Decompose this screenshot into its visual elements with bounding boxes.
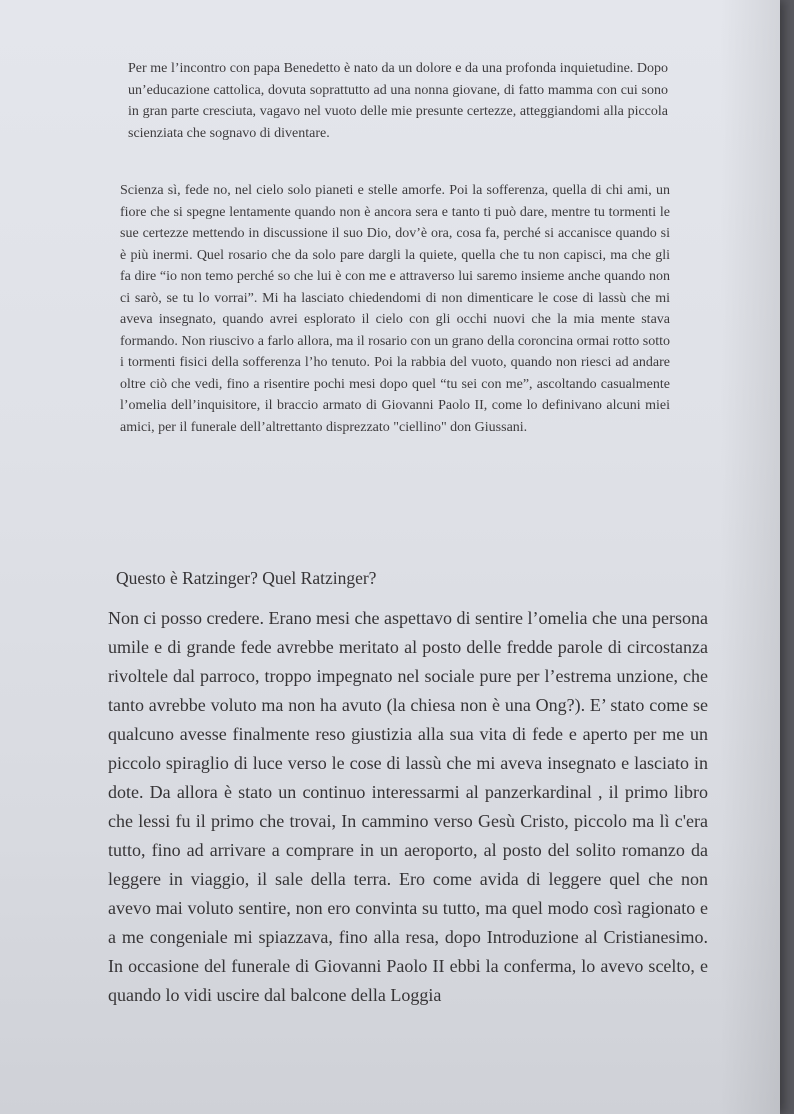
paragraph-2: Scienza sì, fede no, nel cielo solo pianeti e stelle amorfe. Poi la sofferenza, quella di chi ami, un fiore che si spegne lentamente quando non è ancora sera e tanto ti può dare, mentre tu tormenti le sue certezze mettendo in discussione il suo Dio, dov’è ora, cosa fa, perché si accanisce quando si è più inermi. Quel rosario che da solo pare dargli la quiete, quella che tu non capisci, ma che gli fa dire “io non temo perché so che lui è con me e attraverso lui saremo insieme anche quando non ci sarò, se tu lo vorrai”. Mi ha lasciato chiedendomi di non dimenticare le cose di lassù che mi aveva insegnato, quando avrei esplorato il cielo con gli occhi nuovi che la mia mente stava formando. Non riuscivo a farlo allora, ma il rosario con un grano della coroncina ormai rotto sotto i tormenti fisici della sofferenza l’ho tenuto. Poi la rabbia del vuoto, quando non riesci ad andare oltre ciò che vedi, fino a risentire pochi mesi dopo quel “tu sei con me”, ascoltando casualmente l’omelia dell’inquisitore, il braccio armato di Giovanni Paolo II, come lo definivano alcuni miei amici, per il funerale dell’altrettanto disprezzato "ciellino" don Giussani. xyxy=(120,183,670,435)
paragraph-3: Non ci posso credere. Erano mesi che aspettavo di sentire l’omelia che una persona umile e di grande fede avrebbe meritato al posto delle fredde parole di circostanza rivoltele dal parroco, troppo impegnato nel sociale pure per l’estrema unzione, che tanto avrebbe voluto ma non ha avuto (la chiesa non è una Ong?). E’ stato come se qualcuno avesse finalmente reso giustizia alla sua vita di fede e aperto per me un piccolo spiraglio di luce verso le cose di lassù che mi aveva insegnato e lasciato in dote. Da allora è stato un continuo interessarmi al panzerkardinal , il primo libro che lessi fu il primo che trovai, In cammino verso Gesù Cristo, piccolo ma lì c'era tutto, fino ad arrivare a comprare in un aeroporto, al posto del solito romanzo da leggere in viaggio, il sale della terra. Ero come avida di leggere quel che non avevo mai voluto sentire, non ero convinta su tutto, ma quel modo così ragionato e a me congeniale mi spiazzava, fino alla resa, dopo Introduzione al Cristianesimo. In occasione del funerale di Giovanni Paolo II ebbi la conferma, lo avevo scelto, e quando lo vidi uscire dal balcone della Loggia xyxy=(108,608,708,1005)
question-line: Questo è Ratzinger? Quel Ratzinger? xyxy=(116,568,377,588)
paragraph-1: Per me l’incontro con papa Benedetto è nato da un dolore e da una profonda inquietudine. Dopo un’educazione cattolica, dovuta soprattutto ad una nonna giovane, di fatto mamma con cui sono in gran parte cresciuta, vagavo nel vuoto delle mie presunte certezze, atteggiandomi alla piccola scienziata che sognavo di diventare. xyxy=(128,61,668,141)
